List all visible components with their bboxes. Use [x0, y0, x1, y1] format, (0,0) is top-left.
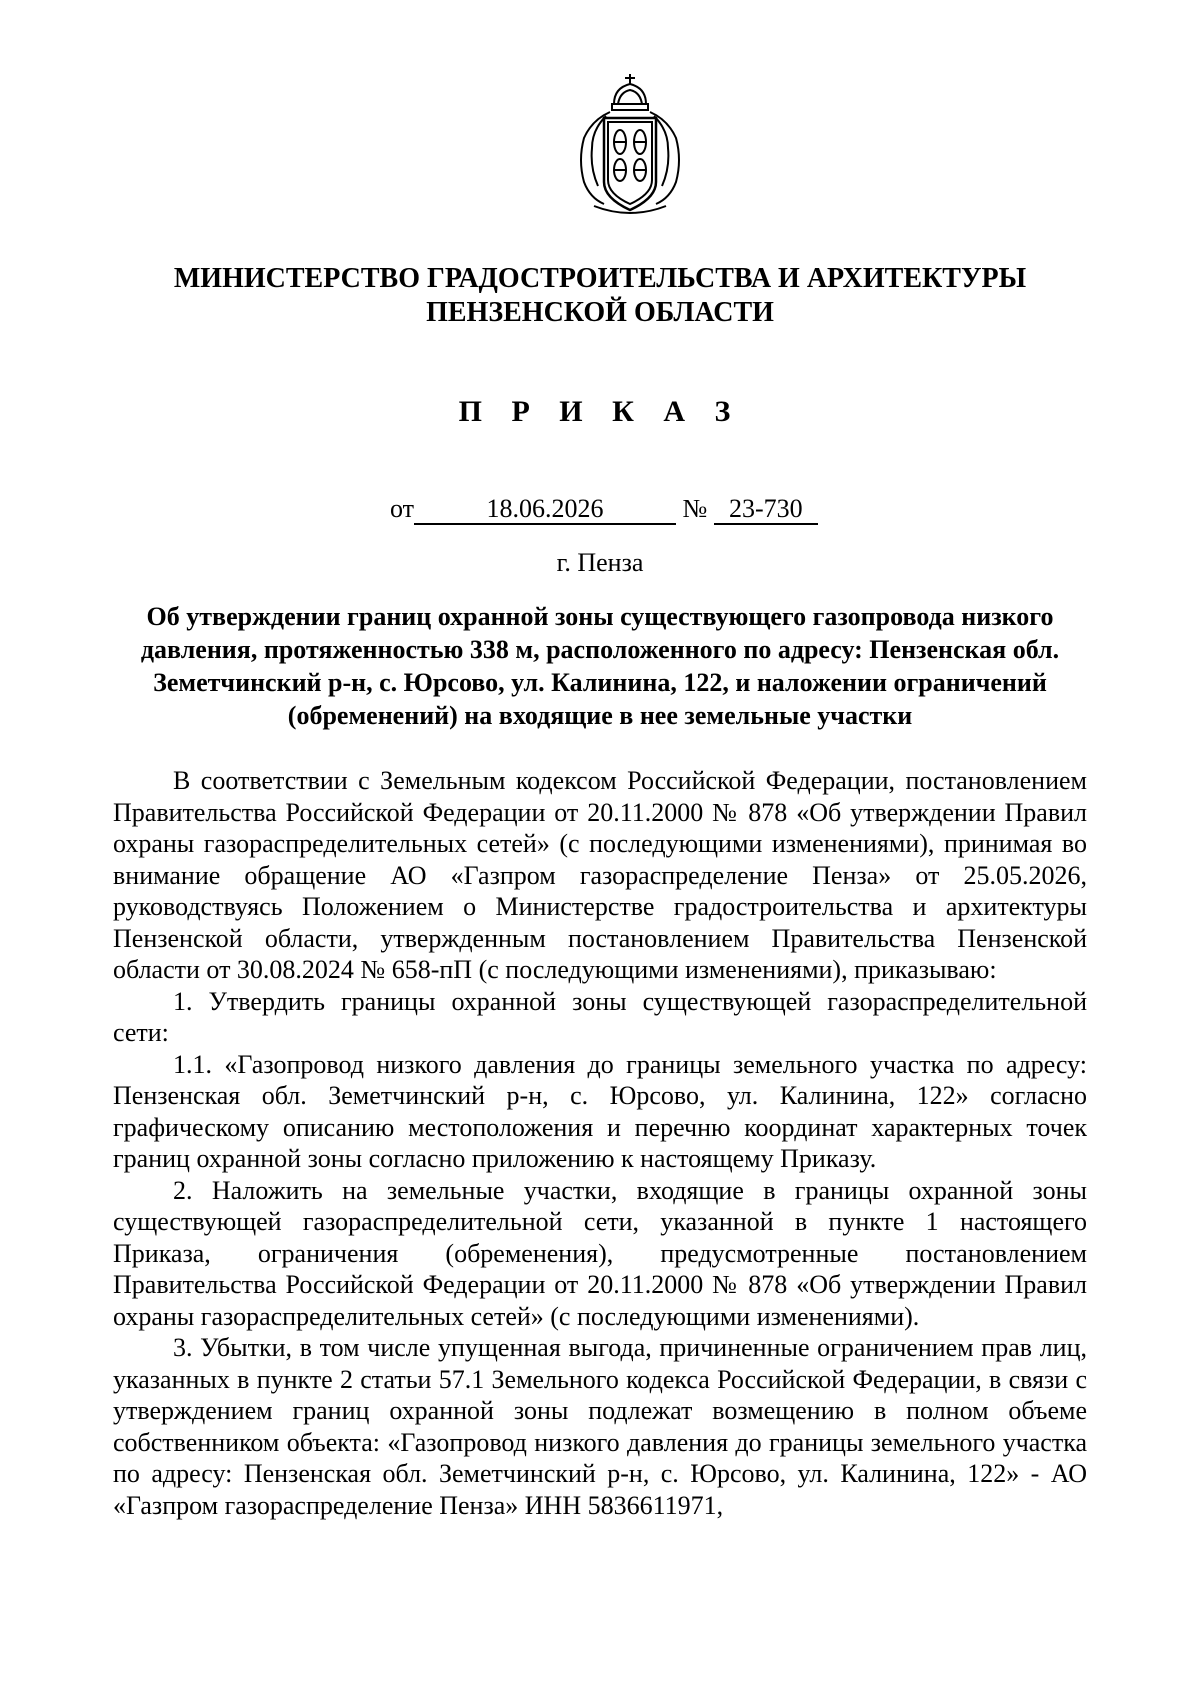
number-prefix: № [682, 494, 708, 523]
ministry-heading [100, 262, 1100, 330]
order-title: П Р И К А З [458, 395, 742, 428]
item-3-paragraph: 3. Убытки, в том числе упущенная выгода, причиненные ограничением прав лиц, указанных в пункте 2 статьи 57.1 Земельного кодекса Российской Федерации, в связи с утверждением границ охранной зоны подлежат возмещению в полном объеме собственником объекта: «Газопровод низкого давления до границы земельного участка по адресу: Пензенская обл. Земетчинский р-н, с. Юрсово, ул. Калинина, 122» - АО «Газпром газораспределение Пенза» ИНН 5836611971, [113, 1333, 1087, 1520]
order-date: 18.06.2026 [414, 495, 676, 525]
preamble-paragraph: В соответствии с Земельным кодексом Российской Федерации, постановлением Правительства Российской Федерации от 20.11.2000 № 878 «Об утверждении Правил охраны газораспределительных сетей» (с последующими изменениями), принимая во внимание обращение АО «Газпром газораспределение Пенза» от 25.05.2026, руководствуясь Положением о Министерстве градостроительства и архитектуры Пензенской области, утвержденным постановлением Правительства Пензенской области от 30.08.2024 № 658-пП (с последующими изменениями), приказываю: [113, 766, 1087, 984]
ministry-line-1: МИНИСТЕРСТВО ГРАДОСТРОИТЕЛЬСТВА И АРХИТЕКТУРЫ [173, 263, 1027, 294]
city: г. Пенза [556, 548, 644, 577]
order-number: 23-730 [714, 495, 818, 525]
item-1-paragraph: 1. Утвердить границы охранной зоны существующей газораспределительной сети: [113, 986, 1087, 1047]
order-subject: Об утверждении границ охранной зоны существующего газопровода низкого давления, протяженностью 338 м, расположенного по адресу: Пензенская обл. Земетчинский р-н, с. Юрсово, ул. Калинина, 122, и наложении ограничений (обременений) на входящие в нее земельные участки [140, 602, 1060, 730]
ministry-line-2: ПЕНЗЕНСКОЙ ОБЛАСТИ [426, 297, 774, 328]
document-body [113, 765, 1087, 1521]
date-prefix: от [390, 494, 415, 523]
item-1-1-paragraph: 1.1. «Газопровод низкого давления до границы земельного участка по адресу: Пензенская обл. Земетчинский р-н, с. Юрсово, ул. Калинина, 122» согласно графическому описанию местоположения и перечню координат характерных точек границ охранной зоны согласно приложению к настоящему Приказу. [113, 1049, 1087, 1173]
date-number-line [390, 494, 818, 525]
item-2-paragraph: 2. Наложить на земельные участки, входящие в границы охранной зоны существующей газораспределительной сети, указанной в пункте 1 настоящего Приказа, ограничения (обременения), предусмотренные постановлением Правительства Российской Федерации от 20.11.2000 № 878 «Об утверждении Правил охраны газораспределительных сетей» (с последующими изменениями). [113, 1175, 1087, 1331]
coat-of-arms-emblem [570, 70, 690, 222]
